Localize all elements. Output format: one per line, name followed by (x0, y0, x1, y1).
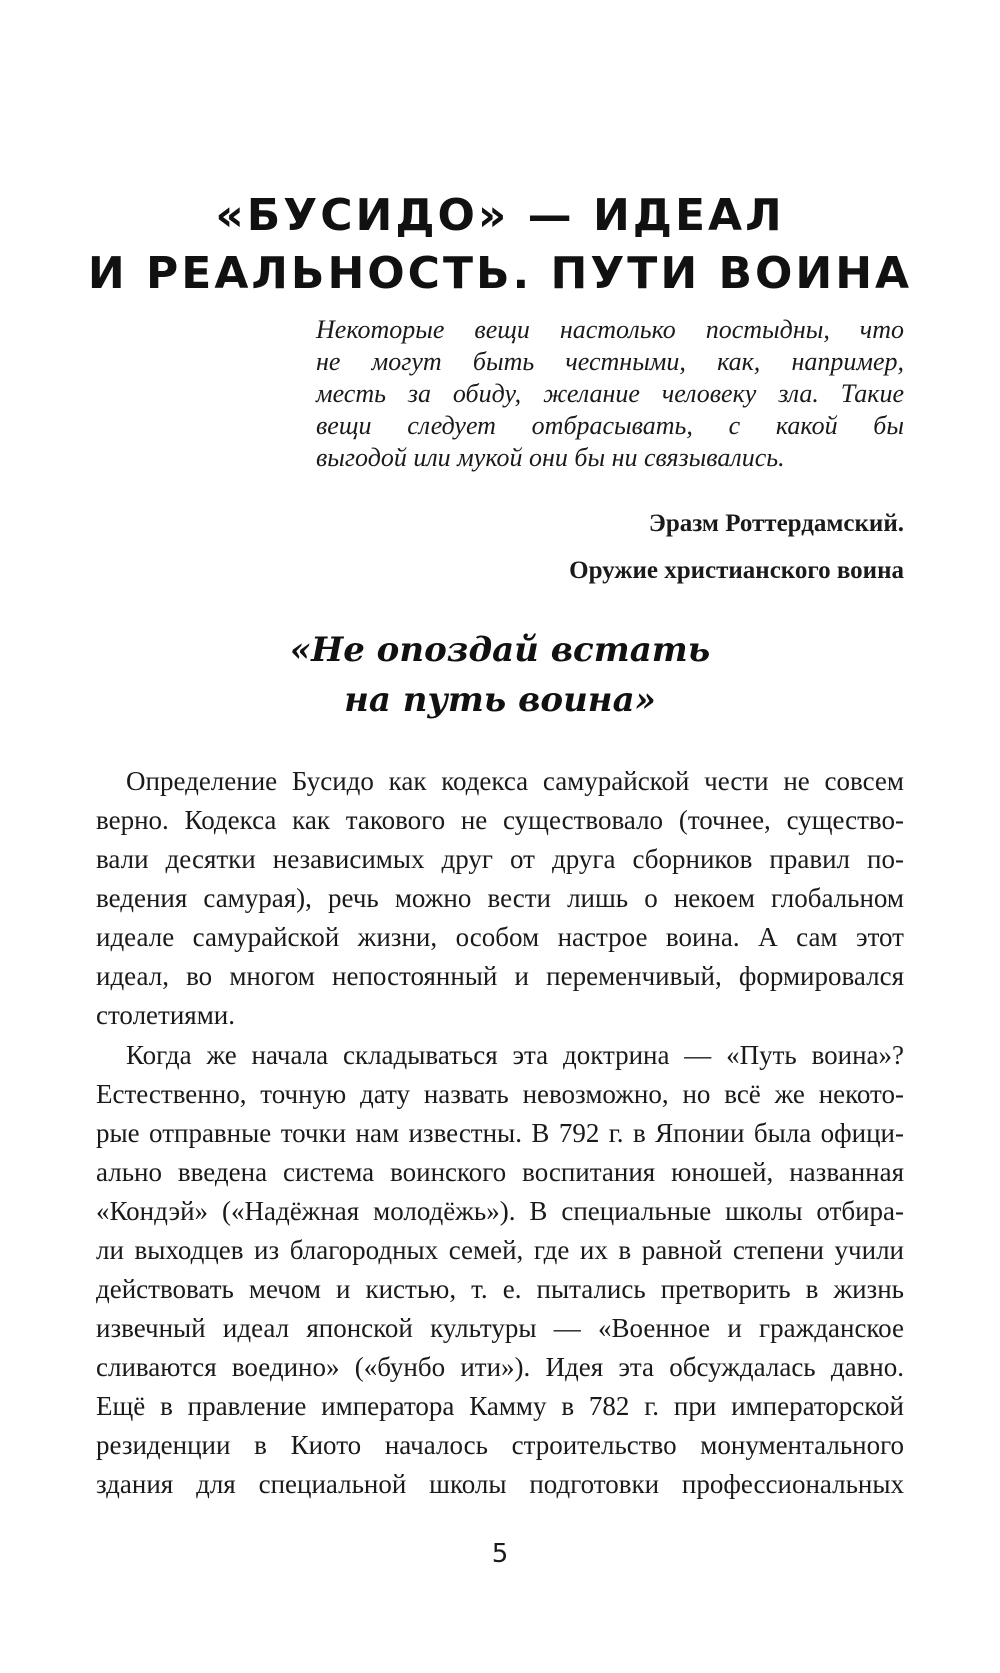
paragraph-line: здания для специальной школы подготовки профессиональных (96, 1469, 904, 1499)
epigraph-line: не могут быть честными, как, например, (316, 347, 904, 376)
paragraph-line: Когда же начала складываться эта доктрина — «Путь воина»? (126, 1040, 904, 1070)
paragraph-line: действовать мечом и кистью, т. е. пытались претворить в жизнь (96, 1274, 904, 1304)
epigraph-work-title: Оружие христианского воина (569, 557, 904, 584)
paragraph-line: «Кондэй» («Надёжная молодёжь»). В специальные школы отбира- (96, 1196, 904, 1226)
paragraph-1 (96, 762, 904, 1035)
paragraph-2 (96, 1036, 904, 1504)
epigraph-line: Некоторые вещи настолько постыдны, что (316, 315, 904, 344)
epigraph (316, 314, 904, 474)
chapter-title-line-1: «БУСИДО» — ИДЕАЛ (215, 190, 785, 241)
epigraph-line: вещи следует отбрасывать, с какой бы (316, 411, 904, 440)
section-title-line-1: «Не опоздай встать (289, 630, 711, 670)
paragraph-line: ли выходцев из благородных семей, где их в равной степени учили (96, 1235, 904, 1265)
epigraph-line: выгодой или мукой они бы ни связывались. (316, 443, 785, 472)
paragraph-line: сливаются воедино» («бунбо ити»). Идея эта обсуждалась давно. (96, 1352, 904, 1382)
chapter-title-line-2: И РЕАЛЬНОСТЬ. ПУТИ ВОИНА (87, 248, 913, 299)
paragraph-line: верно. Кодекса как такового не существовало (точнее, существо- (96, 805, 904, 835)
paragraph-line: вали десятки независимых друг от друга сборников правил по- (96, 844, 904, 874)
paragraph-line: Естественно, точную дату назвать невозможно, но всё же некото- (96, 1079, 904, 1109)
section-title-line-2: на путь воина» (344, 680, 656, 720)
paragraph-line: идеал, во многом непостоянный и переменчивый, формировался (96, 961, 904, 991)
paragraph-line: Определение Бусидо как кодекса самурайской чести не совсем (126, 766, 904, 796)
epigraph-line: месть за обиду, желание человеку зла. Такие (316, 379, 904, 408)
paragraph-line: извечный идеал японской культуры — «Военное и гражданское (96, 1313, 904, 1343)
paragraph-line: идеале самурайской жизни, особом настрое воина. А сам этот (96, 922, 904, 952)
paragraph-line: ально введена система воинского воспитания юношей, названная (96, 1157, 904, 1187)
paragraph-line: рые отправные точки нам известны. В 792 г. в Японии была офици- (96, 1118, 904, 1148)
paragraph-line: столетиями. (96, 1000, 235, 1030)
paragraph-line: резиденции в Киото началось строительство монументального (96, 1430, 904, 1460)
paragraph-line: Ещё в правление императора Камму в 782 г. при императорской (96, 1391, 904, 1421)
paragraph-line: ведения самурая), речь можно вести лишь о некоем глобальном (96, 883, 904, 913)
page-number: 5 (491, 1539, 509, 1569)
epigraph-author: Эразм Роттердамский. (648, 510, 904, 537)
